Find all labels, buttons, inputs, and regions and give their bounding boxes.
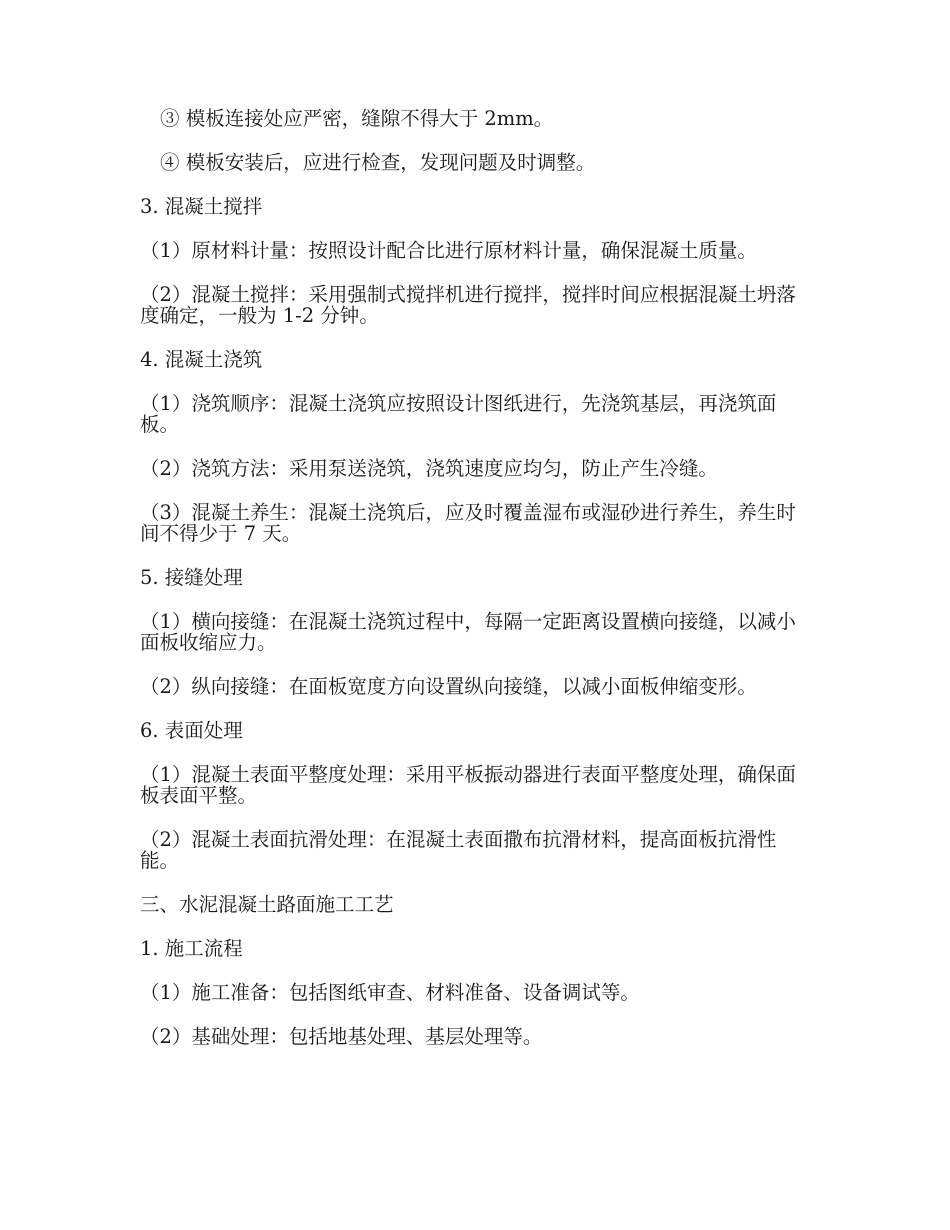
document-body xyxy=(140,108,810,1070)
paragraph-construction-prep: （1）施工准备：包括图纸审查、材料准备、设备调试等。 xyxy=(140,981,640,1004)
heading-construction-flow: 1. 施工流程 xyxy=(140,937,243,960)
paragraph-transverse-joint: （1）横向接缝：在混凝土浇筑过程中，每隔一定距离设置横向接缝，以减小面板收缩应力。 xyxy=(140,610,796,654)
paragraph-material-metering: （1）原材料计量：按照设计配合比进行原材料计量，确保混凝土质量。 xyxy=(140,239,757,262)
paragraph-longitudinal-joint: （2）纵向接缝：在面板宽度方向设置纵向接缝，以减小面板伸缩变形。 xyxy=(140,675,757,698)
heading-concrete-pouring: 4. 混凝土浇筑 xyxy=(140,348,263,371)
paragraph-pouring-method: （2）浇筑方法：采用泵送浇筑，浇筑速度应均匀，防止产生冷缝。 xyxy=(140,457,718,480)
paragraph-concrete-mixing: （2）混凝土搅拌：采用强制式搅拌机进行搅拌，搅拌时间应根据混凝土坍落度确定，一般为 1-2 分钟。 xyxy=(140,283,796,327)
paragraph-surface-antiskid: （2）混凝土表面抗滑处理：在混凝土表面撒布抗滑材料，提高面板抗滑性能。 xyxy=(140,828,777,872)
heading-joint-treatment: 5. 接缝处理 xyxy=(140,566,243,589)
paragraph-concrete-curing: （3）混凝土养生：混凝土浇筑后，应及时覆盖湿布或湿砂进行养生，养生时间不得少于 7 天。 xyxy=(140,501,796,545)
paragraph-surface-flatness: （1）混凝土表面平整度处理：采用平板振动器进行表面平整度处理，确保面板表面平整。 xyxy=(140,763,796,807)
heading-concrete-mixing: 3. 混凝土搅拌 xyxy=(140,195,263,218)
paragraph-formwork-joint: ③ 模板连接处应严密，缝隙不得大于 2mm。 xyxy=(160,107,554,130)
heading-surface-treatment: 6. 表面处理 xyxy=(140,719,243,742)
paragraph-foundation-treatment: （2）基础处理：包括地基处理、基层处理等。 xyxy=(140,1025,543,1048)
paragraph-formwork-inspection: ④ 模板安装后，应进行检查，发现问题及时调整。 xyxy=(160,151,596,174)
heading-section-three: 三、水泥混凝土路面施工工艺 xyxy=(140,893,394,916)
paragraph-pouring-sequence: （1）浇筑顺序：混凝土浇筑应按照设计图纸进行，先浇筑基层，再浇筑面板。 xyxy=(140,392,777,436)
